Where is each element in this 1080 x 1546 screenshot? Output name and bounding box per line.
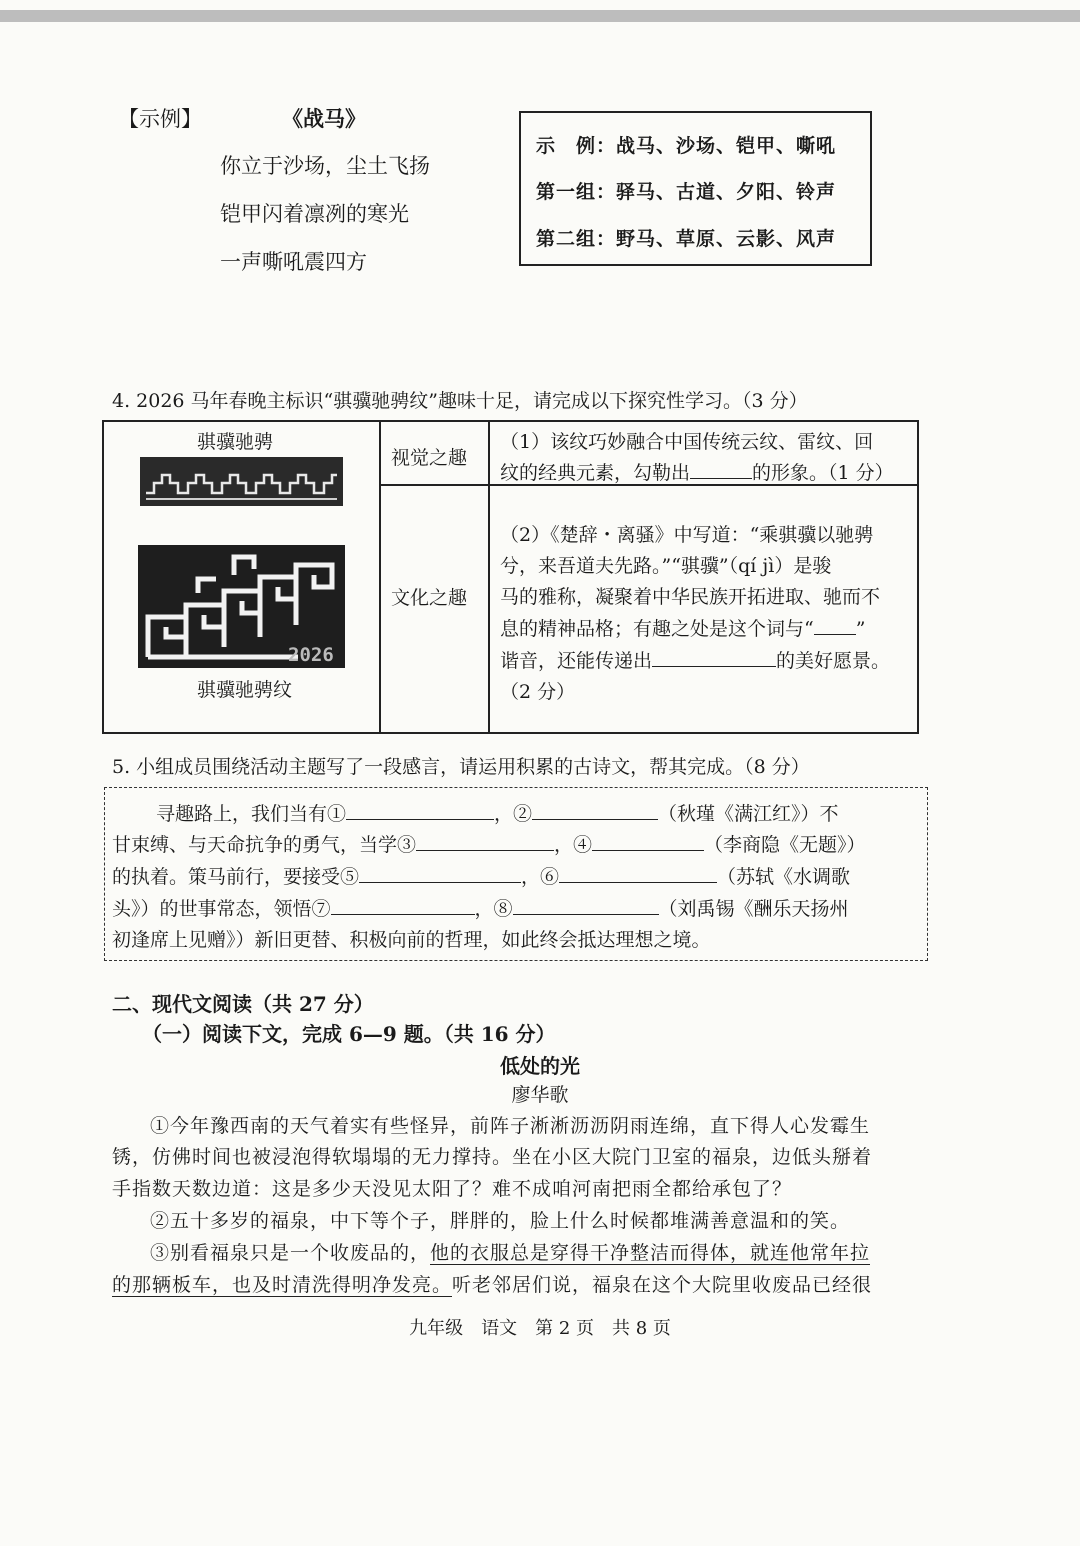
underlined-text: 他的衣服总是穿得干净整洁而得体，就连他常年拉 xyxy=(430,1242,871,1264)
q4-text-line: 兮，来吾道夫先路。”“骐骥”（qí jì）是骏 xyxy=(500,555,832,577)
paragraph-line: ②五十多岁的福泉，中下等个子，胖胖的，脸上什么时候都堆满善意温和的笑。 xyxy=(150,1210,851,1232)
q5-line: 初逢席上见赠》）新旧更替、积极向前的哲理，如此终会抵达理想之境。 xyxy=(112,929,711,951)
answer-blank[interactable] xyxy=(513,896,659,915)
table-divider xyxy=(379,420,381,734)
row-label-culture: 文化之趣 xyxy=(391,587,468,609)
image-caption-bottom: 骐骥驰骋纹 xyxy=(197,679,293,701)
poem-title: 《战马》 xyxy=(282,106,366,131)
word-row: 第一组：驿马、古道、夕阳、铃声 xyxy=(536,181,837,203)
image-year-label: 2026 xyxy=(288,644,334,666)
answer-blank[interactable] xyxy=(331,896,475,915)
paragraph-line: 的那辆板车，也及时清洗得明净发亮。听老邻居们说，福泉在这个大院里收废品已经很 xyxy=(112,1274,873,1296)
q4-text-line: 马的雅称，凝聚着中华民族开拓进取、驰而不 xyxy=(500,586,881,608)
question-4-stem: 4. 2026 马年春晚主标识“骐骥驰骋纹”趣味十足，请完成以下探究性学习。（3 分） xyxy=(112,390,808,412)
table-divider xyxy=(488,420,490,734)
word-row: 示 例：战马、沙场、铠甲、嘶吼 xyxy=(536,135,837,157)
answer-blank[interactable] xyxy=(559,864,717,883)
q4-text-line: （2）《楚辞・离骚》中写道：“乘骐骥以驰骋 xyxy=(500,524,874,546)
answer-blank[interactable] xyxy=(359,864,521,883)
pattern-strip-image xyxy=(140,457,343,506)
paragraph-line: 锈，仿佛时间也被浸泡得软塌塌的无力撑持。坐在小区大院门卫室的福泉，边低头掰着 xyxy=(112,1146,873,1168)
q4-text-line: 息的精神品格；有趣之处是这个词与“ ” xyxy=(500,618,866,640)
q5-line: 甘束缚、与天命抗争的勇气，当学③ ，④ （李商隐《无题》） xyxy=(112,834,866,856)
subsection-heading: （一）阅读下文，完成 6—9 题。（共 16 分） xyxy=(142,1022,556,1046)
question-5-stem: 5. 小组成员围绕活动主题写了一段感言，请运用积累的古诗文，帮其完成。（8 分） xyxy=(112,756,810,778)
scan-top-edge xyxy=(0,10,1080,22)
answer-blank[interactable] xyxy=(690,460,752,479)
q4-text-line: 谐音，还能传递出 的美好愿景。 xyxy=(500,650,891,672)
page-footer: 九年级 语文 第 2 页 共 8 页 xyxy=(409,1318,671,1339)
answer-blank[interactable] xyxy=(814,616,856,635)
answer-blank[interactable] xyxy=(592,832,704,851)
poem-line: 铠甲闪着凛冽的寒光 xyxy=(220,202,409,226)
example-tag: 【示例】 xyxy=(118,107,202,131)
answer-blank[interactable] xyxy=(416,832,554,851)
q4-text-line: （1）该纹巧妙融合中国传统云纹、雷纹、回 xyxy=(500,431,874,453)
answer-blank[interactable] xyxy=(652,648,776,667)
answer-blank[interactable] xyxy=(532,801,658,820)
q5-line: 头》）的世事常态，领悟⑦ ，⑧ （刘禹锡《酬乐天扬州 xyxy=(112,898,849,920)
paragraph-line: ③别看福泉只是一个收废品的，他的衣服总是穿得干净整洁而得体，就连他常年拉 xyxy=(150,1242,871,1264)
paragraph-line: 手指数天数边道：这是多少天没见太阳了？难不成咱河南把雨全都给承包了？ xyxy=(112,1178,793,1200)
row-label-visual: 视觉之趣 xyxy=(391,447,468,469)
underlined-text: 的那辆板车，也及时清洗得明净发亮。 xyxy=(112,1274,453,1296)
image-caption-top: 骐骥驰骋 xyxy=(197,431,274,453)
q5-line: 寻趣路上，我们当有① ，② （秋瑾《满江红》）不 xyxy=(156,803,839,825)
poem-line: 一声嘶吼震四方 xyxy=(220,250,367,274)
section-heading: 二、现代文阅读（共 27 分） xyxy=(112,992,374,1016)
answer-blank[interactable] xyxy=(346,801,494,820)
q5-line: 的执着。策马前行，要接受⑤ ，⑥ （苏轼《水调歌 xyxy=(112,866,851,888)
poem-line: 你立于沙场，尘土飞扬 xyxy=(220,154,430,178)
article-author: 廖华歌 xyxy=(511,1084,569,1106)
article-title: 低处的光 xyxy=(500,1054,580,1078)
q4-text-line: （2 分） xyxy=(500,681,576,703)
word-row: 第二组：野马、草原、云影、风声 xyxy=(536,228,837,250)
paragraph-line: ①今年豫西南的天气着实有些怪异，前阵子淅淅沥沥阴雨连绵，直下得人心发霉生 xyxy=(150,1115,871,1137)
q4-text-line: 纹的经典元素，勾勒出 的形象。（1 分） xyxy=(500,462,894,484)
